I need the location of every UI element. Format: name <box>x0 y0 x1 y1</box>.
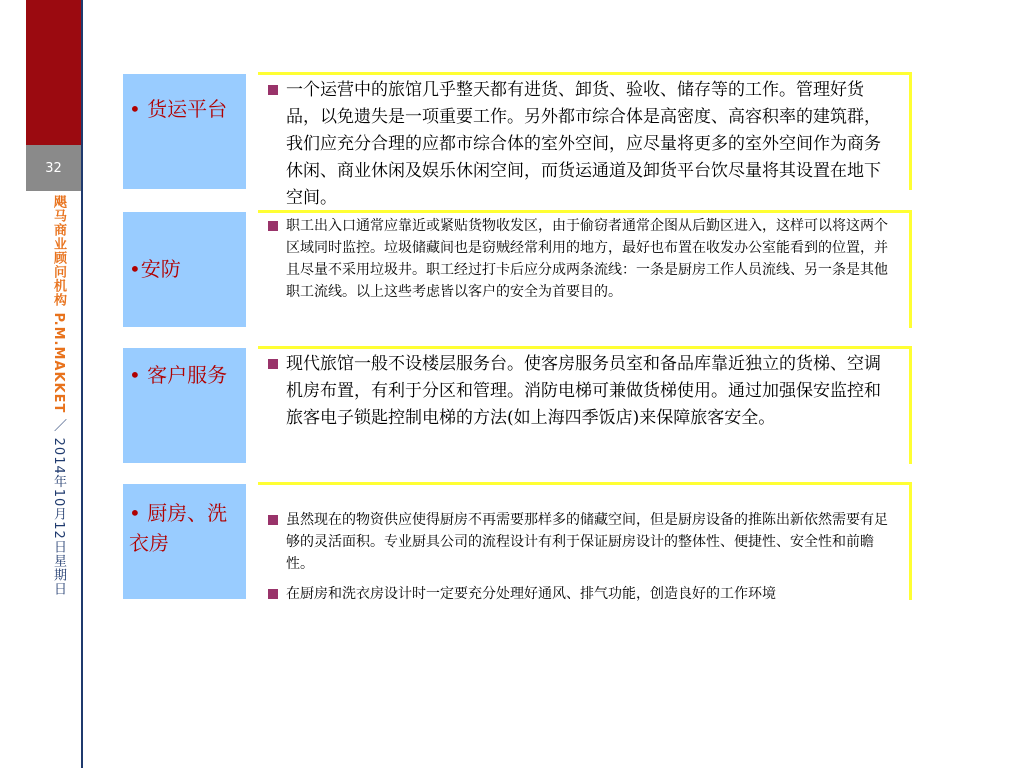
section-label-customer-service: • 客户服务 <box>123 348 246 463</box>
section-content-kitchen-laundry <box>258 482 912 600</box>
section-label-kitchen-laundry: • 厨房、洗衣房 <box>123 484 246 599</box>
sidebar-footer-text <box>38 195 68 655</box>
paragraph <box>268 509 895 575</box>
square-bullet-icon <box>268 85 278 95</box>
paragraph <box>268 351 895 432</box>
section-label-freight: • 货运平台 <box>123 74 246 189</box>
date-text: 2014年10月12日星期日 <box>51 437 66 596</box>
paragraph <box>268 583 895 605</box>
square-bullet-icon <box>268 515 278 525</box>
paragraph <box>268 215 895 303</box>
page-number: 32 <box>26 145 81 191</box>
paragraph <box>268 77 895 212</box>
header-accent-band <box>26 0 81 145</box>
paragraph-text: 在厨房和洗衣房设计时一定要充分处理好通风、排气功能，创造良好的工作环境 <box>286 586 776 602</box>
section-content-freight <box>258 72 912 208</box>
square-bullet-icon <box>268 589 278 599</box>
section-label-security: •安防 <box>123 212 246 327</box>
square-bullet-icon <box>268 359 278 369</box>
paragraph-text: 现代旅馆一般不设楼层服务台。使客房服务员室和备品库靠近独立的货梯、空调机房布置，有利于分区和管理。消防电梯可兼做货梯使用。通过加强保安监控和旅客电子锁匙控制电梯的方法(如上海四季饭店)来保障旅客安全。 <box>286 354 881 428</box>
left-margin <box>0 0 26 768</box>
section-content-security <box>258 210 912 328</box>
section-content-customer-service <box>258 346 912 464</box>
square-bullet-icon <box>268 221 278 231</box>
sidebar-divider <box>81 0 83 768</box>
separator: ／ <box>51 418 66 433</box>
paragraph-text: 一个运营中的旅馆几乎整天都有进货、卸货、验收、储存等的工作。管理好货品，以免遗失是一项重要工作。另外都市综合体是高密度、高容积率的建筑群，我们应充分合理的应都市综合体的室外空间，应尽量将更多的室外空间作为商务休闲、商业休闲及娱乐休闲空间，而货运通道及卸货平台饮尽量将其设置在地下空间。 <box>286 80 881 208</box>
company-name: 飓马商业顾问机构 P.M.MAKKET <box>51 195 66 414</box>
paragraph-text: 虽然现在的物资供应使得厨房不再需要那样多的储藏空间，但是厨房设备的推陈出新依然需要有足够的灵活面积。专业厨具公司的流程设计有利于保证厨房设计的整体性、便捷性、安全性和前瞻性。 <box>286 512 888 572</box>
paragraph-text: 职工出入口通常应靠近或紧贴货物收发区，由于偷窃者通常企图从后勤区进入，这样可以将这两个区域同时监控。垃圾储藏间也是窃贼经常利用的地方，最好也布置在收发办公室能看到的位置，并且尽量不采用垃圾井。职工经过打卡后应分成两条流线：一条是厨房工作人员流线、另一条是其他职工流线。以上这些考虑皆以客户的安全为首要目的。 <box>286 218 888 300</box>
